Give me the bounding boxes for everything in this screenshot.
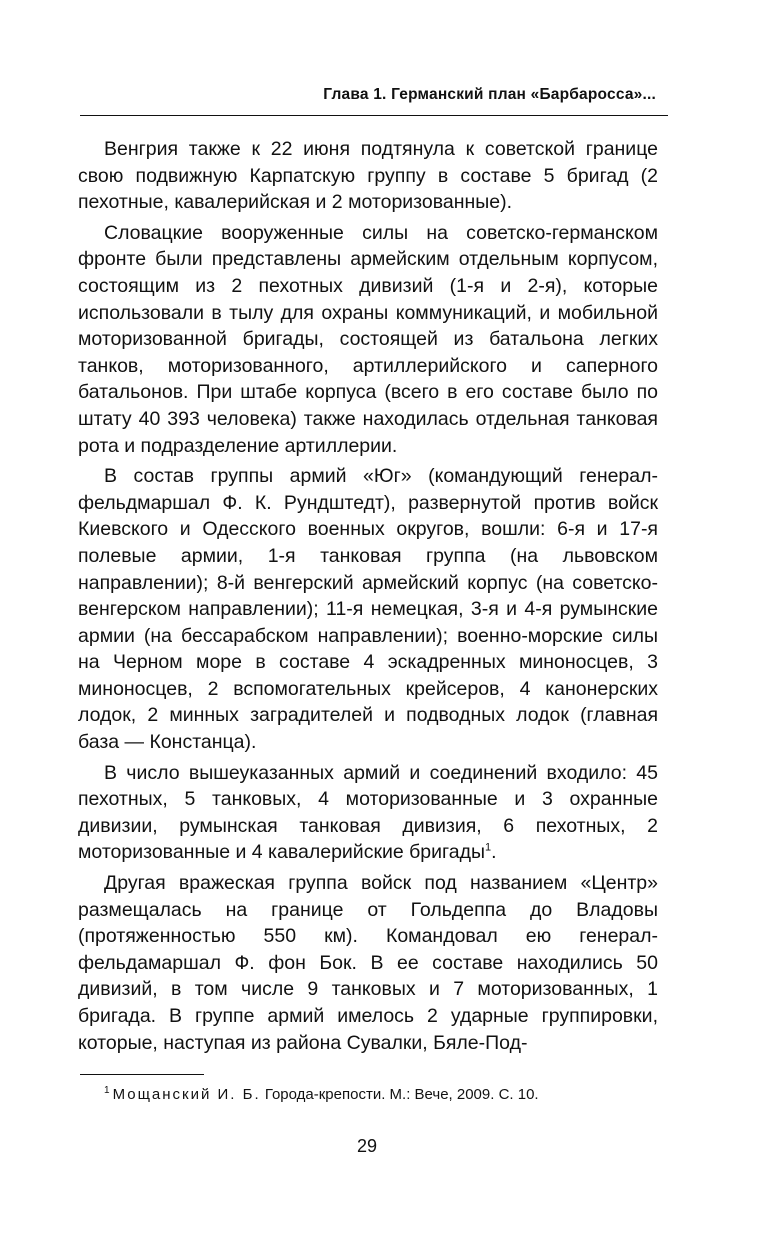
paragraph-3: В состав группы армий «Юг» (командующий генерал-фельдмаршал Ф. К. Рундштедт), развернутой против войск Киевского и Одесского военных округов, вошли: 6-я и 17-я полевые армии, 1-я танковая группа (на львовском направлении); 8-й венгерский армейский корпус (на советско-венгерском направлении); 11-я немецкая, 3-я и 4-я румынские армии (на бессарабском направлении); военно-морские силы на Черном море в составе 4 эскадренных миноносцев, 3 миноносцев, 2 вспомогательных крейсеров, 4 канонерских лодок, 2 минных заградителей и подводных лодок (главная база — Констанца).: [78, 465, 658, 754]
header-rule: [80, 115, 668, 116]
paragraph-4-text: В число вышеуказанных армий и соединений входило: 45 пехотных, 5 танковых, 4 моторизованные и 3 охранные дивизии, румынская танковая дивизия, 6 пехотных, 2 моторизованные и 4 кавалерийские бригады: [78, 761, 658, 864]
paragraph-2: Словацкие вооруженные силы на советско-германском фронте были представлены армейским отдельным корпусом, состоящим из 2 пехотных дивизий (1-я и 2-я), которые использовали в тылу для охраны коммуникаций, и мобильной моторизованной бригады, состоящей из батальона легких танков, моторизованного, артиллерийского и саперного батальонов. При штабе корпуса (всего в его составе было по штату 40 393 человека) также находилась отдельная танковая рота и подразделение артиллерии.: [78, 221, 658, 457]
footnote-rule: [80, 1074, 204, 1075]
paragraph-5: Другая вражеская группа войск под названием «Центр» размещалась на границе от Гольдеппа до Владовы (протяженностью 550 км). Командовал ею генерал-фельдамаршал Ф. фон Бок. В ее составе находились 50 дивизий, в том числе 9 танковых и 7 моторизованных, 1 бригада. В группе армий имелось 2 ударные группировки, которые, наступая из района Сувалки, Бяле-Под-: [78, 872, 658, 1054]
body-text: [78, 136, 658, 1060]
paragraph-4: В число вышеуказанных армий и соединений входило: 45 пехотных, 5 танковых, 4 моторизованные и 3 охранные дивизии, румынская танковая дивизия, 6 пехотных, 2 моторизованные и 4 кавалерийские бригады$^1$.: [78, 761, 658, 864]
footnote-marker: 1: [104, 1085, 110, 1096]
footnote-author: Мощанский И. Б.: [112, 1086, 261, 1103]
running-head: Глава 1. Германский план «Барбаросса»...: [323, 86, 656, 103]
paragraph-1: Венгрия также к 22 июня подтянула к советской границе свою подвижную Карпатскую группу в составе 5 бригад (2 пехотные, кавалерийская и 2 моторизованные).: [78, 138, 658, 214]
footnote-reference[interactable]: 1: [484, 841, 492, 854]
footnote: [104, 1085, 664, 1105]
footnote-text: Города-крепости. М.: Вече, 2009. С. 10.: [264, 1086, 539, 1103]
page-number: 29: [356, 1136, 378, 1156]
